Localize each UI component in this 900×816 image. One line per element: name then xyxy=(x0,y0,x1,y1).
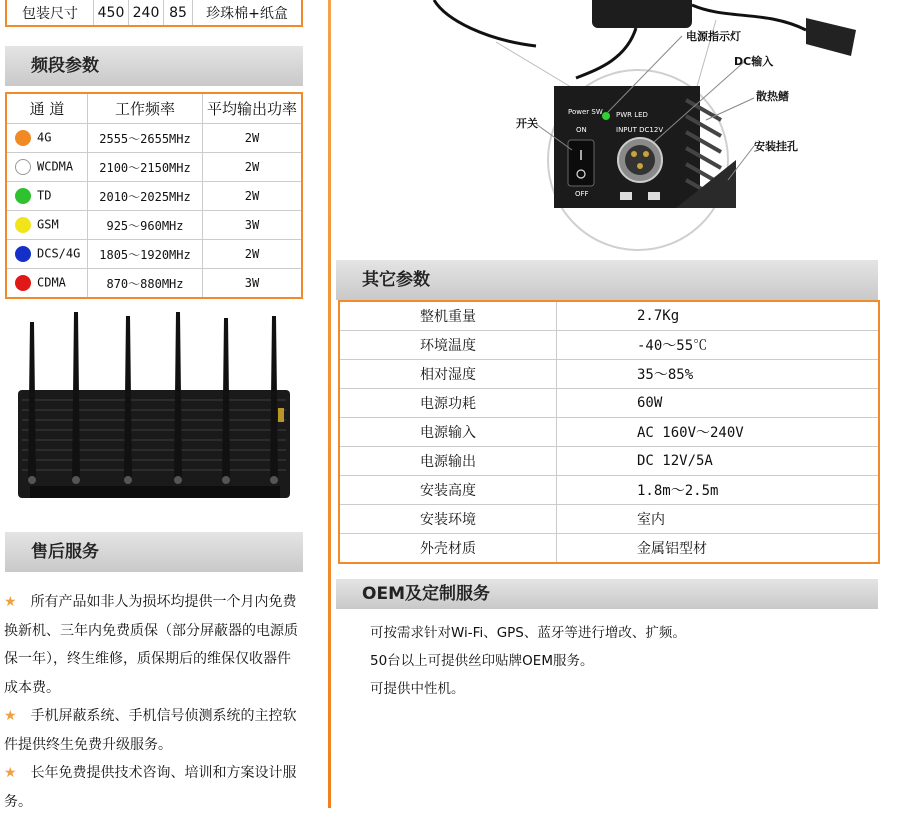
red-dot-icon xyxy=(15,275,31,291)
band-header-power: 平均输出功率 xyxy=(203,93,303,124)
band-header-channel: 通 道 xyxy=(6,93,88,124)
panel-input-label: INPUT DC12V xyxy=(616,126,664,134)
band-section-title: 频段参数 xyxy=(5,46,303,86)
panel-off-label: OFF xyxy=(575,190,589,198)
list-item: 50台以上可提供丝印贴牌OEM服务。 xyxy=(370,653,594,669)
star-icon: ★ xyxy=(4,765,17,781)
list-item: 可按需求针对Wi-Fi、GPS、蓝牙等进行增改、扩频。 xyxy=(370,625,686,641)
list-item: ★ 长年免费提供技术咨询、培训和方案设计服务。 xyxy=(4,765,297,810)
band-channel: WCDMA xyxy=(37,159,74,174)
panel-on-label: ON xyxy=(576,126,587,134)
star-icon: ★ xyxy=(4,594,17,610)
heat-sink-callout: 散热鳍 xyxy=(756,90,789,103)
pwr-led-callout: 电源指示灯 xyxy=(686,30,741,43)
table-row xyxy=(6,182,302,211)
band-channel: GSM xyxy=(37,217,59,232)
orange-dot-icon xyxy=(15,130,31,146)
band-channel: 4G xyxy=(37,130,52,145)
table-row: 电源功耗 60W xyxy=(339,389,879,418)
switch-callout: 开关 xyxy=(516,117,538,130)
after-sales-title: 售后服务 xyxy=(5,532,303,572)
white-dot-icon xyxy=(15,159,31,175)
band-power: 3W xyxy=(244,276,260,290)
table-row: 相对湿度 35～85% xyxy=(339,360,879,389)
jammer-device-image xyxy=(10,308,300,508)
table-row: 环境温度 -40～55℃ xyxy=(339,331,879,360)
blue-dot-icon xyxy=(15,246,31,262)
list-item: ★ 手机屏蔽系统、手机信号侦测系统的主控软件提供终生免费升级服务。 xyxy=(4,708,297,753)
band-channel: TD xyxy=(37,188,52,203)
band-channel: CDMA xyxy=(37,275,66,290)
panel-pwr-led-label: PWR LED xyxy=(616,111,648,119)
other-params-table xyxy=(338,300,880,564)
table-row: 安装高度 1.8m～2.5m xyxy=(339,476,879,505)
band-freq: 925～960MHz xyxy=(88,211,203,240)
package-label: 包装尺寸 xyxy=(6,0,94,26)
right-column xyxy=(336,0,900,808)
panel-power-sw-label: Power SW xyxy=(568,108,603,116)
band-header-freq: 工作频率 xyxy=(88,93,203,124)
band-freq: 2010～2025MHz xyxy=(88,182,203,211)
package-material: 珍珠棉+纸盒 xyxy=(206,5,288,22)
package-table xyxy=(5,0,303,27)
green-dot-icon xyxy=(15,188,31,204)
band-power: 3W xyxy=(203,211,303,240)
left-column xyxy=(0,0,306,808)
orange-divider xyxy=(328,0,331,808)
band-freq: 2555～2655MHz xyxy=(88,124,203,153)
band-power: 2W xyxy=(203,182,303,211)
band-freq: 2100～2150MHz xyxy=(88,153,203,182)
band-channel: DCS/4G xyxy=(37,246,81,261)
list-item: 可提供中性机。 xyxy=(370,681,465,697)
other-params-title: 其它参数 xyxy=(336,260,878,300)
table-row xyxy=(6,153,302,182)
package-dim-1: 450 xyxy=(94,0,129,26)
table-row: 整机重量 2.7Kg xyxy=(339,301,879,331)
oem-title: OEM及定制服务 xyxy=(336,579,878,609)
table-row xyxy=(6,240,302,269)
band-power: 2W xyxy=(203,153,303,182)
band-freq: 1805～1920MHz xyxy=(88,240,203,269)
table-row: 电源输出 DC 12V/5A xyxy=(339,447,879,476)
star-icon: ★ xyxy=(4,708,17,724)
mount-hole-callout: 安装挂孔 xyxy=(754,140,798,153)
band-table xyxy=(5,92,303,299)
band-freq: 870～880MHz xyxy=(88,269,203,299)
table-row: 电源输入 AC 160V～240V xyxy=(339,418,879,447)
table-row xyxy=(6,269,302,299)
table-row: 安装环境 室内 xyxy=(339,505,879,534)
table-row: 外壳材质 金属铝型材 xyxy=(339,534,879,564)
table-row xyxy=(6,211,302,240)
band-power: 2W xyxy=(203,124,303,153)
band-power: 2W xyxy=(203,240,303,269)
list-item: ★ 所有产品如非人为损坏均提供一个月内免费换新机、三年内免费质保（部分屏蔽器的电源质保一年），终生维修，质保期后的维保仅收器件成本费。 xyxy=(4,594,298,696)
package-dim-2: 240 xyxy=(129,0,164,26)
package-dim-3: 85 xyxy=(164,0,193,26)
table-row xyxy=(6,124,302,153)
yellow-dot-icon xyxy=(15,217,31,233)
dc-input-callout: DC输入 xyxy=(734,55,774,68)
